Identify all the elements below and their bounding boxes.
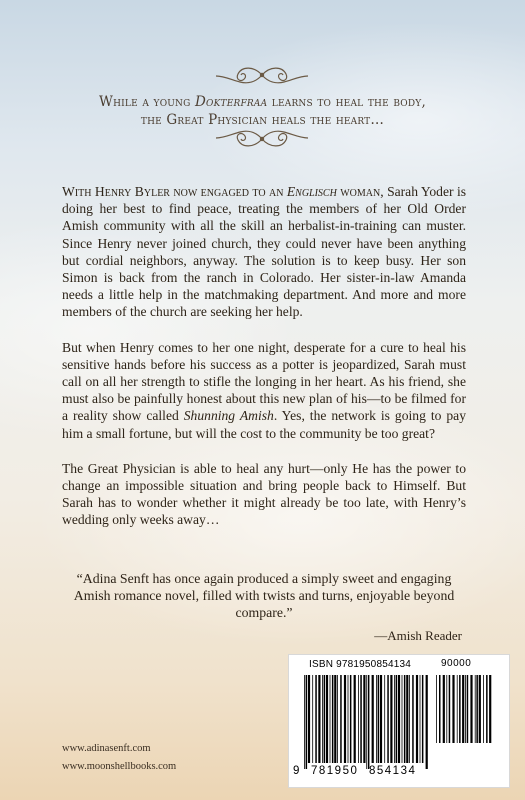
flourish-ornament-bottom bbox=[212, 126, 312, 152]
barcode-bar bbox=[315, 675, 317, 763]
barcode-bar bbox=[409, 675, 410, 763]
barcode-bar bbox=[358, 675, 359, 763]
barcode-bar bbox=[318, 675, 320, 763]
barcode-lead-digit: 9 bbox=[293, 765, 300, 777]
barcode-bar bbox=[350, 675, 352, 763]
website-publisher: www.moonshellbooks.com bbox=[62, 761, 177, 772]
barcode-bar bbox=[376, 675, 377, 763]
blurb-paragraph-1: With Henry Byler now engaged to an Englisch woman, Sarah Yoder is doing her best to find peace, treating the members of her Old Order Amish community with all the skill an herbalist-in-training can muster. Since Henry never joined church, they could never have been anything but cordial neighbors, anyway. The solution is to keep busy. Her son Simon is back from the ranch in Colorado. Her sister-in-law Amanda needs a little help in the matchmaking department. And more and more members of the church are seeking her help. bbox=[62, 184, 467, 320]
barcode-bar bbox=[308, 675, 310, 763]
barcode-bar bbox=[412, 675, 414, 763]
blurb-paragraph-2: But when Henry comes to her one night, desperate for a cure to heal his sensitive hands before his success as a potter is jeopardized, Sarah must call on all her strength to stifle the longing in her heart. As his friend, she must also be painfully honest about this new plan of his—to be filmed for a reality show called Shunning Amish. Yes, the network is going to pay him a small fortune, but will the cost to the community be too great? bbox=[62, 339, 466, 441]
barcode-bar bbox=[483, 675, 484, 743]
barcode-bar bbox=[354, 675, 356, 763]
barcode-bar bbox=[363, 675, 365, 763]
website-author: www.adinasenft.com bbox=[62, 743, 151, 754]
barcode-bar bbox=[384, 675, 385, 763]
barcode-bar bbox=[476, 675, 478, 743]
blurb bbox=[62, 183, 466, 547]
flourish-ornament-top bbox=[212, 62, 312, 88]
barcode-bar bbox=[462, 675, 464, 743]
barcode-bar bbox=[446, 675, 447, 743]
barcode-bar bbox=[475, 675, 476, 743]
tagline bbox=[40, 93, 485, 129]
barcode-bar bbox=[459, 675, 461, 743]
blurb-paragraph-3: The Great Physician is able to heal any hurt—only He has the power to change an impossible situation and bring people back to Himself. But Sarah has to wonder whether it might already be too late, with Henry’s wedding only weeks away… bbox=[62, 460, 466, 528]
barcode-bar bbox=[489, 675, 491, 743]
isbn-barcode bbox=[288, 654, 510, 788]
tagline-line-1: While a young Dokterfraa learns to heal the body, bbox=[99, 94, 426, 110]
barcode-bar bbox=[304, 675, 305, 769]
barcode-bar bbox=[406, 675, 408, 763]
barcode-bar bbox=[443, 675, 445, 743]
websites bbox=[62, 740, 176, 776]
barcode-bar bbox=[366, 675, 367, 769]
barcode-bar bbox=[404, 675, 406, 763]
barcode-bar bbox=[330, 675, 331, 763]
barcode-bar bbox=[390, 675, 392, 763]
barcode-bar bbox=[470, 675, 472, 743]
barcode-bar bbox=[360, 675, 362, 763]
barcode-digits-left: 781950 bbox=[311, 765, 359, 777]
barcode-bar bbox=[332, 675, 334, 763]
barcode-bar bbox=[324, 675, 326, 763]
barcode-bar bbox=[326, 675, 328, 763]
isbn-label: ISBN 9781950854134 bbox=[309, 659, 412, 670]
barcode-bar bbox=[486, 675, 488, 743]
barcode-bar bbox=[420, 675, 421, 763]
price-code: 90000 bbox=[441, 658, 472, 669]
barcode-bar bbox=[348, 675, 349, 763]
barcode-bar bbox=[394, 675, 395, 763]
barcode-bar bbox=[449, 675, 451, 743]
barcode-bar bbox=[398, 675, 400, 763]
barcode-bar bbox=[340, 675, 342, 763]
barcode-bar bbox=[467, 675, 469, 743]
barcode-bar bbox=[465, 675, 466, 743]
barcode-bar bbox=[306, 675, 308, 769]
barcode-bar bbox=[368, 675, 370, 769]
barcode-bar bbox=[436, 675, 437, 743]
barcode-bar bbox=[422, 675, 424, 763]
barcode-bar bbox=[439, 675, 441, 743]
review-quote: “Adina Senft has once again produced a simply sweet and engaging Amish romance novel, filled with twists and turns, enjoyable beyond compare.” bbox=[73, 571, 455, 621]
barcode-bar bbox=[426, 675, 428, 769]
quote-attribution: —Amish Reader bbox=[374, 628, 462, 643]
barcode-digits-right: 854134 bbox=[369, 765, 417, 777]
addon-bars bbox=[435, 675, 493, 749]
tagline-italic-word: Dokterfraa bbox=[195, 94, 268, 110]
barcode-bar bbox=[337, 675, 338, 763]
barcode-bar bbox=[402, 675, 403, 763]
barcode-bar bbox=[322, 675, 323, 763]
barcode-bar bbox=[452, 675, 454, 743]
show-title: Shunning Amish bbox=[183, 408, 274, 424]
tagline-line-2: the Great Physician heals the heart… bbox=[140, 112, 385, 128]
barcode-bar bbox=[479, 675, 481, 743]
barcode-bar bbox=[380, 675, 382, 763]
barcode-bar bbox=[416, 675, 418, 763]
barcode-bar bbox=[396, 675, 398, 763]
barcode-bar bbox=[344, 675, 346, 763]
ean13-bars bbox=[303, 675, 429, 769]
barcode-bar bbox=[387, 675, 389, 763]
barcode-bar bbox=[457, 675, 458, 743]
barcode-bar bbox=[334, 675, 336, 763]
barcode-bar bbox=[372, 675, 374, 763]
barcode-bar bbox=[312, 675, 313, 763]
barcode-bar bbox=[378, 675, 380, 763]
